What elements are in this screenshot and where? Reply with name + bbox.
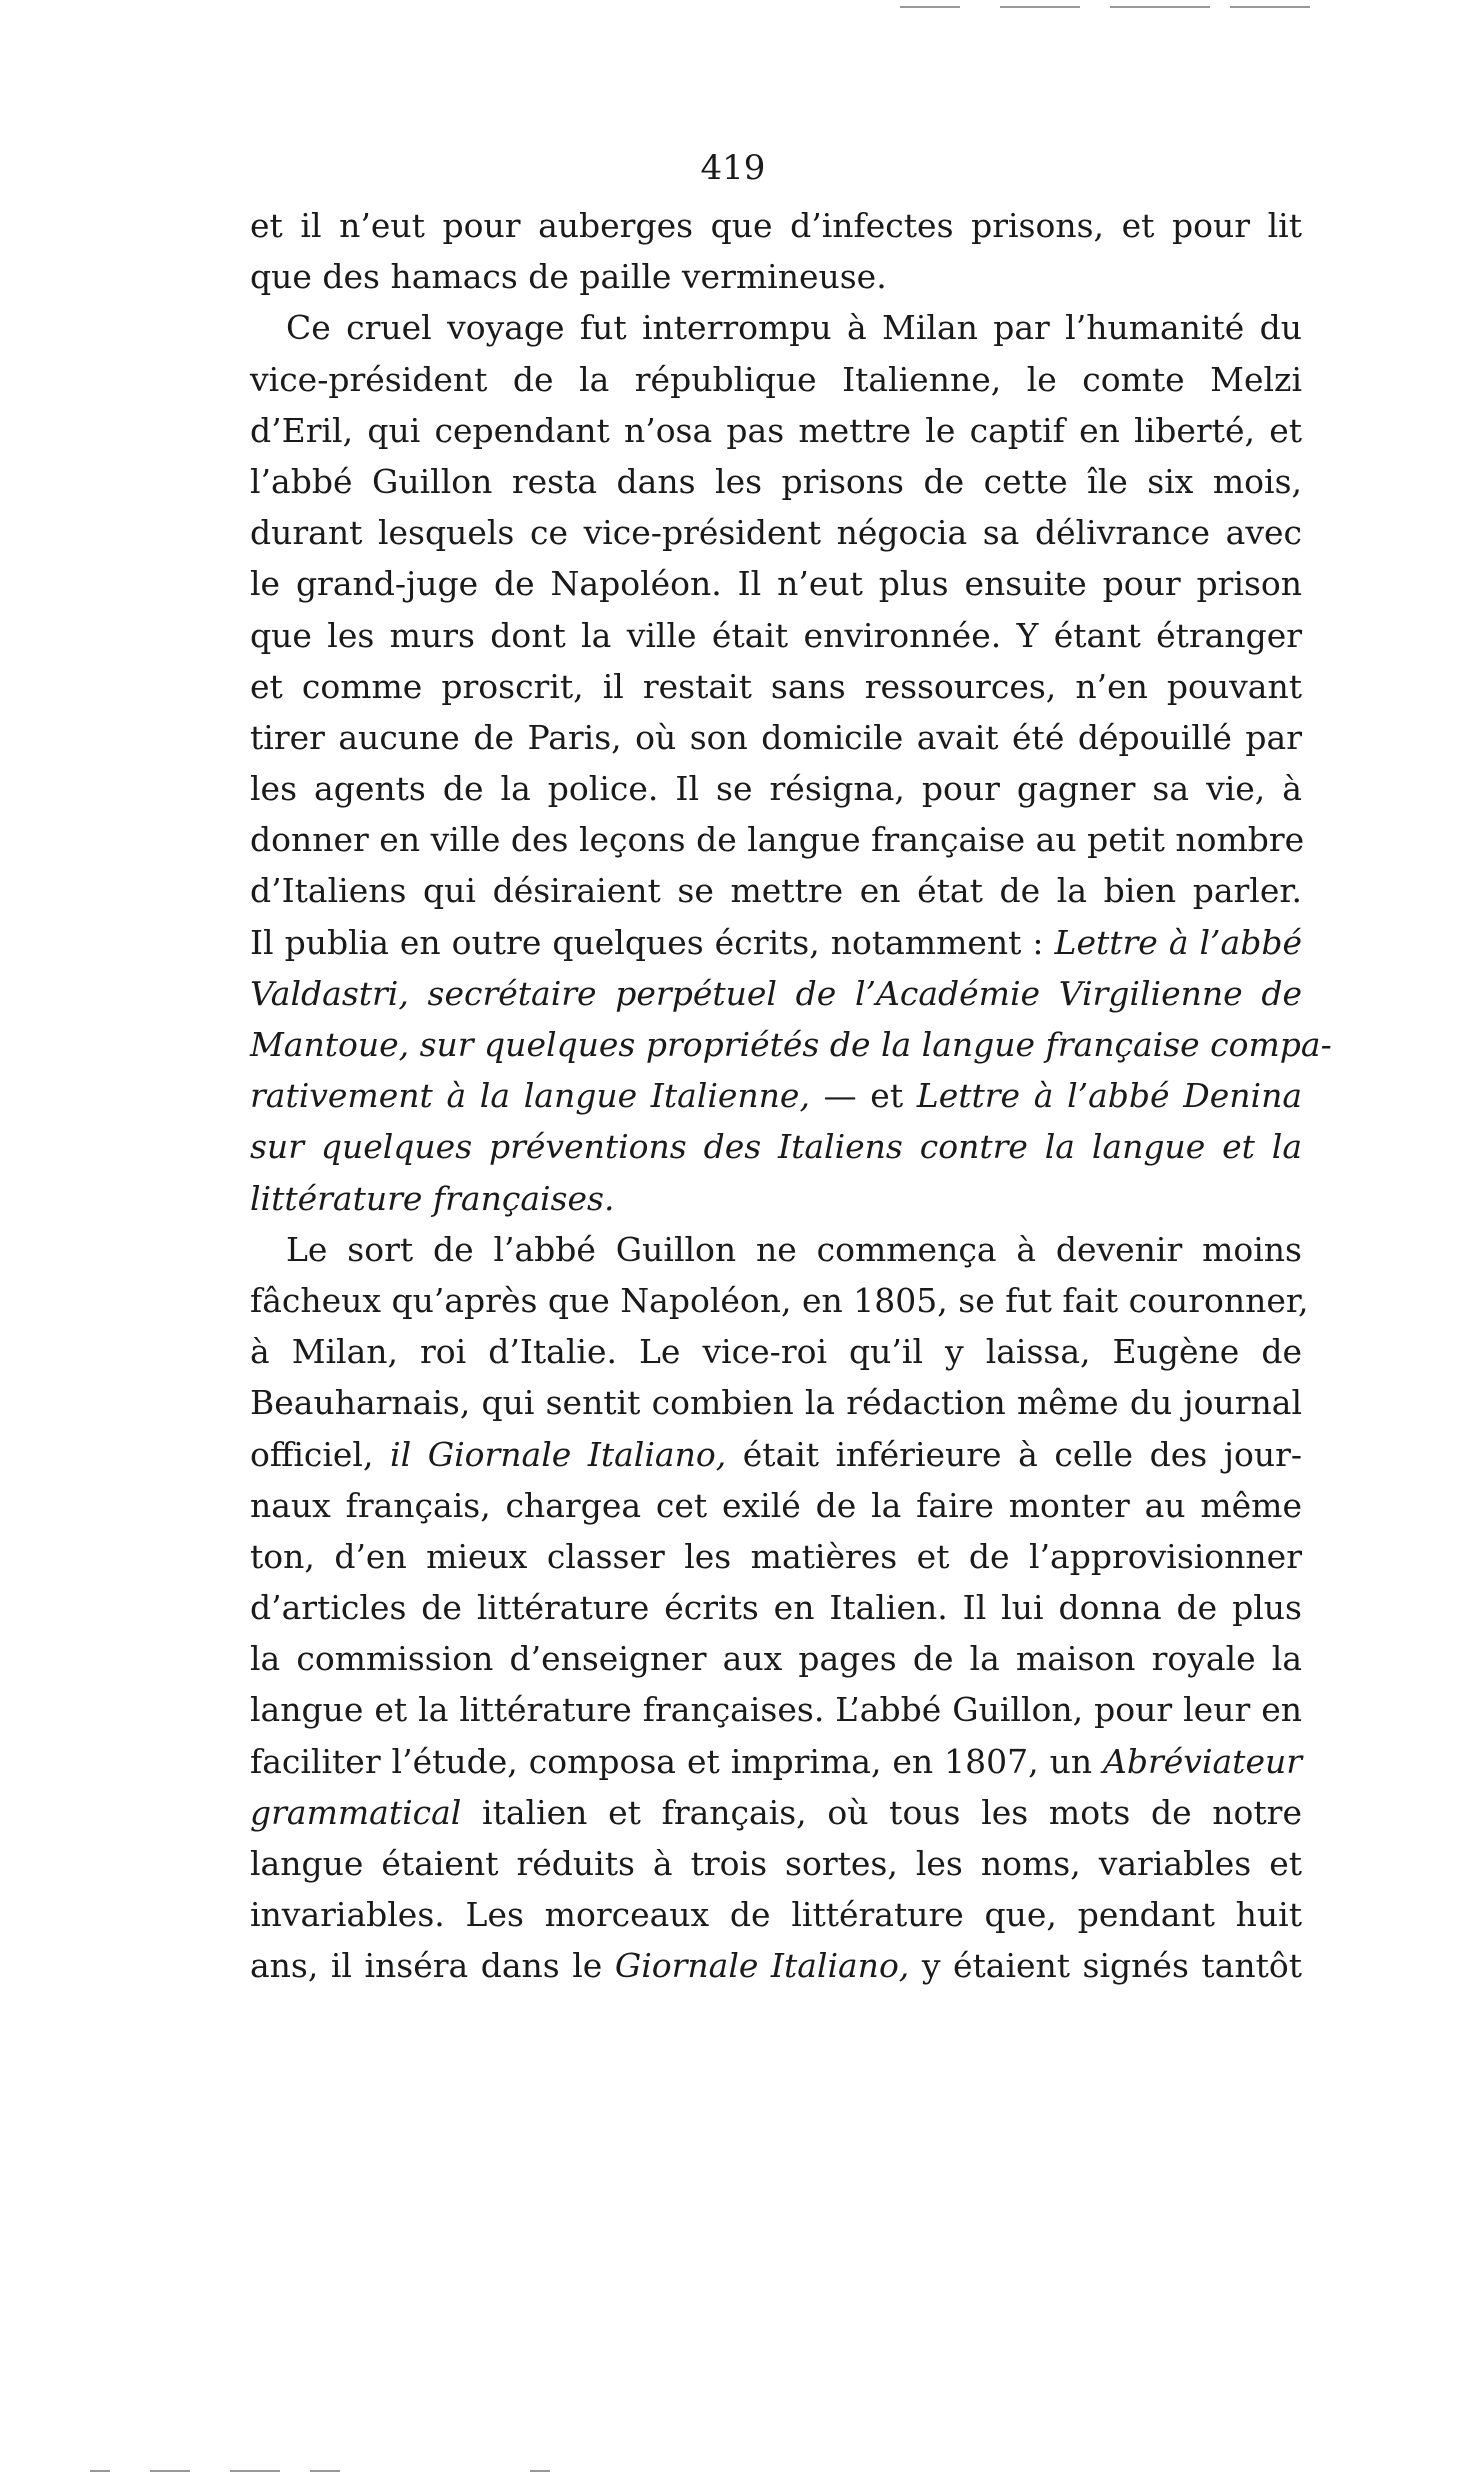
scan-edge-mark [530,2470,550,2472]
scan-edge-mark [150,2470,190,2472]
scan-edge-mark [1000,6,1080,8]
text-line: les agents de la police. Il se résigna, pour gagner sa vie, à [250,769,1302,809]
italic-title: il Giornale Italiano, [390,1434,727,1474]
italic-title: grammatical [250,1792,462,1832]
page-number: 419 [700,148,766,188]
scan-edge-mark [900,6,960,8]
text-line: durant lesquels ce vice-président négocia sa délivrance avec [250,513,1302,553]
text-line: ton, d’en mieux classer les matières et de l’approvisionner [250,1536,1302,1576]
italic-title: Abréviateur [1103,1741,1302,1781]
text-line: langue et la littérature françaises. L’abbé Guillon, pour leur en [250,1690,1302,1730]
text-line: le grand-juge de Napoléon. Il n’eut plus ensuite pour prison [250,564,1302,604]
text-line: Valdastri, secrétaire perpétuel de l’Académie Virgilienne de [250,973,1302,1013]
text-segment: y étaient signés tantôt [909,1946,1302,1986]
text-line: l’abbé Guillon resta dans les prisons de cette île six mois, [250,461,1302,501]
text-line [250,1940,1302,1991]
scan-edge-mark [1230,6,1310,8]
text-line [250,917,1302,968]
text-line: à Milan, roi d’Italie. Le vice-roi qu’il y laissa, Eugène de [250,1332,1302,1372]
text-line [250,1429,1302,1480]
text-line: que des hamacs de paille vermineuse. [250,257,887,297]
text-line: Ce cruel voyage fut interrompu à Milan par l’humanité du [286,308,1302,348]
text-line: la commission d’enseigner aux pages de la maison royale la [250,1639,1302,1679]
text-line: donner en ville des leçons de langue française au petit nombre [250,820,1305,860]
scan-edge-mark [310,2470,340,2472]
text-line: vice-président de la république Italienne, le comte Melzi [250,359,1302,399]
text-line [250,1070,1302,1121]
text-line: langue étaient réduits à trois sortes, les noms, variables et [250,1844,1302,1883]
text-line: Le sort de l’abbé Guillon ne commença à devenir moins [286,1229,1302,1269]
body-text [250,200,1332,1992]
text-line: d’Italiens qui désiraient se mettre en état de la bien parler. [250,871,1302,911]
text-line: que les murs dont la ville était environnée. Y étant étranger [250,615,1302,655]
text-segment: officiel, [250,1434,391,1474]
text-line: et comme proscrit, il restait sans ressources, n’en pouvant [250,666,1302,706]
italic-title: Lettre à l’abbé [1054,922,1303,962]
text-line: Mantoue, sur quelques propriétés de la langue française compa- [250,1025,1332,1064]
text-line: fâcheux qu’après que Napoléon, en 1805, se fut fait couronner, [250,1280,1309,1320]
text-line: d’articles de littérature écrits en Italien. Il lui donna de plus [250,1588,1302,1628]
text-segment: faciliter l’étude, composa et imprima, en 1807, un [250,1741,1104,1781]
text-line [250,1736,1302,1787]
text-line: tirer aucune de Paris, où son domicile avait été dépouillé par [250,717,1302,757]
scan-edge-mark [90,2470,110,2472]
text-line: invariables. Les morceaux de littérature que, pendant huit [250,1895,1302,1935]
text-line: littérature françaises. [250,1178,615,1218]
text-line: d’Eril, qui cependant n’osa pas mettre le captif en liberté, et [250,410,1302,450]
text-line: naux français, chargea cet exilé de la faire monter au même [250,1485,1302,1525]
text-segment: était inférieure à celle des jour- [726,1434,1303,1474]
italic-title: rativement à la langue Italienne, [250,1076,810,1116]
text-line: et il n’eut pour auberges que d’infectes prisons, et pour lit [250,206,1302,245]
text-line: Beauharnais, qui sentit combien la rédaction même du journal [250,1383,1302,1423]
text-segment: — et [809,1076,917,1116]
text-line: sur quelques préventions des Italiens contre la langue et la [250,1127,1302,1167]
text-segment: italien et français, où tous les mots de notre [461,1792,1302,1832]
italic-title: Lettre à l’abbé Denina [916,1076,1302,1116]
scan-edge-mark [1110,6,1210,8]
italic-title: Giornale Italiano, [614,1946,910,1986]
text-line [250,1787,1302,1838]
text-segment: ans, il inséra dans le [250,1946,615,1986]
text-segment: Il publia en outre quelques écrits, notamment : [250,922,1055,962]
scan-edge-mark [230,2470,280,2472]
